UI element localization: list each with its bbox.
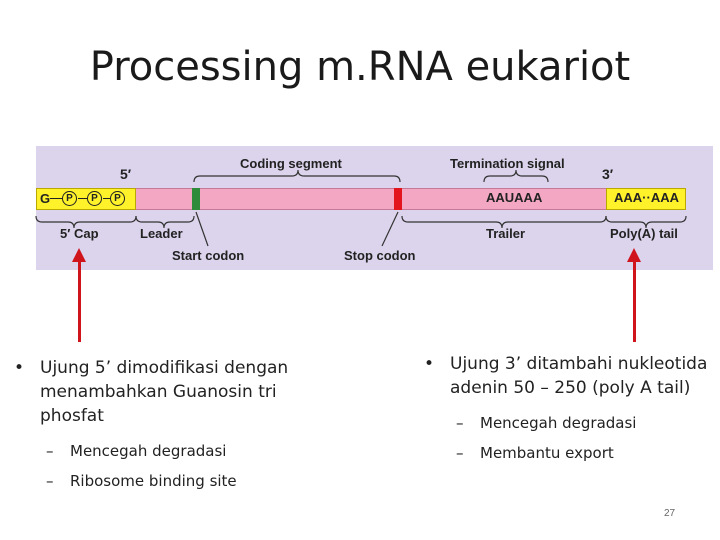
left-bullet-block	[14, 356, 324, 496]
right-bullet-block	[424, 352, 714, 468]
start-codon-label: Start codon	[172, 248, 245, 263]
bond-line	[50, 198, 62, 199]
five-prime-label: 5′	[120, 166, 132, 182]
leader-segment	[136, 188, 194, 210]
dash-icon: –	[46, 442, 54, 460]
phosphate-icon: P	[87, 191, 102, 206]
left-bullet-text: Ujung 5’ dimodifikasi dengan menambahkan Guanosin tri phosfat	[40, 358, 289, 426]
list-item	[46, 436, 324, 466]
left-sub-list	[46, 436, 324, 496]
right-arrow-line	[633, 260, 636, 342]
termination-signal-label: Termination signal	[450, 156, 565, 171]
right-sub-item: Mencegah degradasi	[480, 414, 637, 432]
bullet-icon: •	[14, 358, 25, 378]
right-bullet-text: Ujung 3’ ditambahi nukleotida adenin 50 – 250 (poly A tail)	[450, 354, 708, 398]
page-number: 27	[664, 508, 676, 519]
phosphate-icon: P	[110, 191, 125, 206]
list-item	[456, 408, 714, 438]
mrna-diagram	[36, 146, 713, 270]
five-cap-label: 5′ Cap	[60, 226, 99, 241]
dash-icon: –	[456, 444, 464, 462]
trailer-label: Trailer	[486, 226, 526, 241]
right-sub-list	[456, 408, 714, 468]
coding-segment-label: Coding segment	[240, 156, 342, 171]
polya-tail-label: Poly(A) tail	[610, 226, 678, 241]
slide-title: Processing m.RNA eukariot	[89, 44, 631, 90]
stop-codon-label: Stop codon	[344, 248, 416, 263]
left-arrow-line	[78, 260, 81, 342]
dash-icon: –	[456, 414, 464, 432]
right-sub-item: Membantu export	[480, 444, 614, 462]
guanosine-label: G	[40, 191, 51, 206]
phosphate-icon: P	[62, 191, 77, 206]
leader-label: Leader	[140, 226, 183, 241]
bullet-icon: •	[424, 354, 435, 374]
left-sub-item: Mencegah degradasi	[70, 442, 227, 460]
three-prime-label: 3′	[602, 166, 614, 182]
stop-codon-mark	[394, 188, 402, 210]
list-item	[46, 466, 324, 496]
list-item	[456, 438, 714, 468]
polya-sequence: AAA··AAA	[614, 190, 679, 205]
start-codon-mark	[192, 188, 200, 210]
left-sub-item: Ribosome binding site	[70, 472, 237, 490]
dash-icon: –	[46, 472, 54, 490]
termination-sequence: AAUAAA	[486, 190, 543, 205]
